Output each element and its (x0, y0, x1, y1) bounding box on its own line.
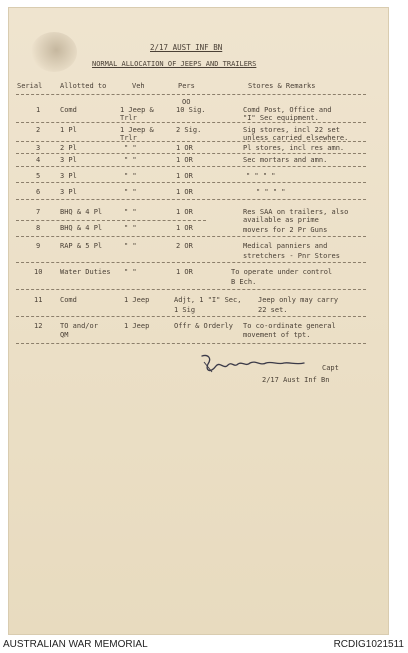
row-divider (16, 262, 366, 263)
row-divider (16, 122, 366, 123)
row-allotted: QM (60, 331, 69, 339)
row-remarks: Medical panniers and (243, 242, 328, 250)
row-serial: 5 (36, 172, 41, 180)
row-serial: 12 (34, 322, 43, 330)
row-remarks: To operate under control (231, 268, 333, 276)
row-remarks: Pl stores, incl res amn. (243, 144, 345, 152)
row-serial: 4 (36, 156, 41, 164)
document-page (9, 8, 388, 634)
header-pers: Pers (178, 82, 195, 90)
row-remarks: Res SAA on trailers, also (243, 208, 349, 216)
row-allotted: Comd (60, 106, 77, 114)
row-veh: " " (124, 208, 137, 216)
row-allotted: RAP & 5 Pl (60, 242, 103, 250)
row-allotted: 1 Pl (60, 126, 77, 134)
row-allotted: BHQ & 4 Pl (60, 224, 103, 232)
row-veh: " " (124, 242, 137, 250)
header-divider (16, 94, 366, 95)
header-remarks: Stores & Remarks (248, 82, 316, 90)
row-pers: 10 Sig. (176, 106, 206, 114)
row-veh: Trlr (120, 134, 137, 142)
row-divider (16, 166, 366, 167)
row-allotted: BHQ & 4 Pl (60, 208, 103, 216)
row-pers: 1 OR (176, 208, 193, 216)
row-pers: 1 OR (176, 156, 193, 164)
row-divider (16, 343, 366, 344)
row-allotted: Water Duties (60, 268, 111, 276)
row-pers: 2 OR (176, 242, 193, 250)
row-serial: 3 (36, 144, 41, 152)
row-remarks: To co-ordinate general (243, 322, 336, 330)
row-veh: Trlr (120, 114, 137, 122)
row-pers: Offr & Orderly (174, 322, 234, 330)
row-allotted: 3 Pl (60, 188, 77, 196)
row-serial: 1 (36, 106, 41, 114)
row-remarks: "I" Sec equipment. (243, 114, 319, 122)
footer-reference: RCDIG1021511 (333, 639, 404, 650)
row-remarks: Comd Post, Office and (243, 106, 332, 114)
row-remarks: Jeep only may carry (258, 296, 339, 304)
row-pers: OO (182, 98, 191, 106)
row-serial: 10 (34, 268, 43, 276)
row-veh: " " (124, 268, 137, 276)
row-veh: " " (124, 156, 137, 164)
row-remarks: 22 set. (258, 306, 288, 314)
row-allotted: TO and/or (60, 322, 98, 330)
row-remarks: B Ech. (231, 278, 257, 286)
row-serial: 7 (36, 208, 41, 216)
document-title: 2/17 AUST INF BN (150, 43, 223, 52)
row-remarks: Sig stores, incl 22 set (243, 126, 340, 134)
stain-mark (31, 32, 77, 72)
header-veh: Veh (132, 82, 145, 90)
row-pers: 1 OR (176, 268, 193, 276)
row-pers: 2 Sig. (176, 126, 202, 134)
row-remarks: stretchers - Pnr Stores (243, 252, 340, 260)
signature-rank: Capt (322, 364, 339, 372)
row-allotted: Comd (60, 296, 77, 304)
row-serial: 11 (34, 296, 43, 304)
row-veh: 1 Jeep & (120, 126, 154, 134)
row-divider (16, 289, 366, 290)
document-subtitle: NORMAL ALLOCATION OF JEEPS AND TRAILERS (92, 60, 257, 68)
row-veh: " " (124, 224, 137, 232)
row-remarks: unless carried elsewhere. (243, 134, 349, 142)
row-serial: 2 (36, 126, 41, 134)
row-pers: 1 OR (176, 224, 193, 232)
row-divider (16, 153, 366, 154)
row-allotted: 3 Pl (60, 156, 77, 164)
row-remarks: movers for 2 Pr Guns (243, 226, 328, 234)
row-pers: 1 OR (176, 172, 193, 180)
row-serial: 9 (36, 242, 41, 250)
row-divider (16, 199, 366, 200)
row-remarks: movement of tpt. (243, 331, 311, 339)
handwritten-signature (198, 352, 318, 378)
header-allotted: Allotted to (60, 82, 107, 90)
row-pers: Adjt, 1 "I" Sec, (174, 296, 242, 304)
row-remarks: " " " " (256, 188, 286, 196)
row-remarks: " " " " (246, 172, 276, 180)
row-divider (16, 220, 206, 221)
row-veh: 1 Jeep & (120, 106, 154, 114)
row-remarks: available as prime (243, 216, 319, 224)
archive-footer (0, 636, 408, 653)
row-divider (16, 182, 366, 183)
row-divider (16, 236, 366, 237)
row-remarks: Sec mortars and amn. (243, 156, 328, 164)
row-pers: 1 Sig (174, 306, 196, 314)
footer-source: AUSTRALIAN WAR MEMORIAL (3, 639, 148, 650)
row-serial: 6 (36, 188, 41, 196)
row-divider (16, 316, 366, 317)
row-allotted: 2 Pl (60, 144, 77, 152)
row-veh: " " (124, 144, 137, 152)
signature-unit: 2/17 Aust Inf Bn (262, 376, 330, 384)
row-veh: " " (124, 188, 137, 196)
row-veh: " " (124, 172, 137, 180)
row-allotted: 3 Pl (60, 172, 77, 180)
row-pers: 1 OR (176, 188, 193, 196)
header-serial: Serial (17, 82, 43, 90)
row-serial: 8 (36, 224, 41, 232)
row-veh: 1 Jeep (124, 322, 150, 330)
row-pers: 1 OR (176, 144, 193, 152)
row-veh: 1 Jeep (124, 296, 150, 304)
row-divider (16, 141, 366, 142)
